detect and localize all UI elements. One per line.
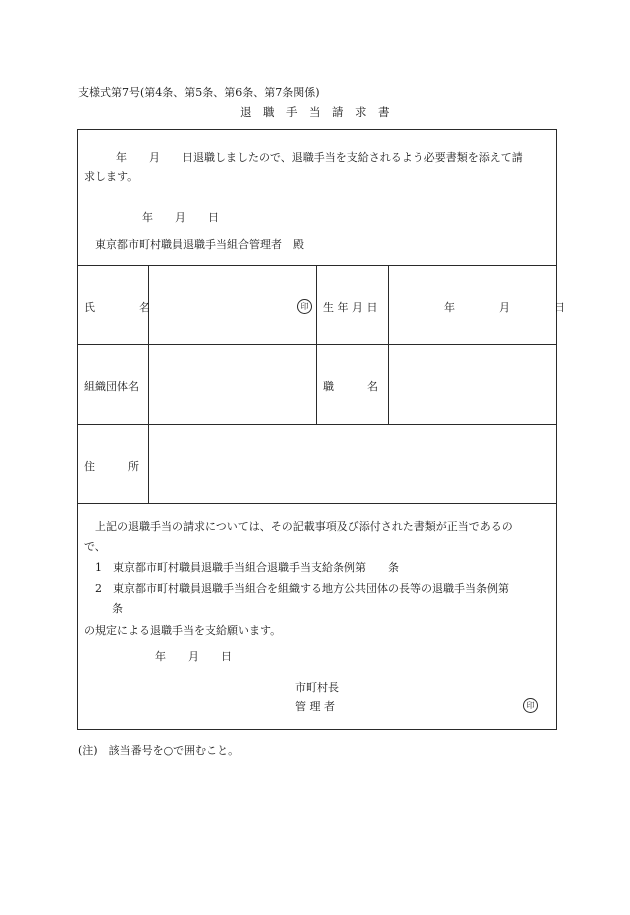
signer-seal-mark-icon: 印 [523,698,538,713]
org-label: 組織団体名 [84,380,139,393]
signer-administrator: 管 理 者 [295,700,335,713]
cert-date: 年 月 日 [155,650,232,663]
cert-line1: 上記の退職手当の請求については、その記載事項及び添付された書類が正当であるの [95,520,513,533]
request-text-line1: 年 月 日退職しましたので、退職手当を支給されるよう必要書類を添えて請 [116,151,523,164]
footnote: (注) 該当番号を○で囲むこと。 [78,744,240,757]
cert-closing: の規定による退職手当を支給願います。 [84,624,282,637]
org-field[interactable] [152,347,314,422]
cert-item-2-cont: 条 [112,602,123,615]
form-reference: 支様式第7号(第4条、第5条、第6条、第7条関係) [78,86,320,99]
signer-mayor: 市町村長 [295,681,339,694]
post-field[interactable] [392,347,554,422]
form-title: 退 職 手 当 請 求 書 [240,105,390,119]
address-label: 住 所 [84,460,139,473]
birth-date-label: 生 年 月 日 [323,301,378,314]
request-text-line2: 求します。 [84,170,139,183]
name-field[interactable] [152,268,314,342]
birth-date-value: 年 月 日 [444,301,565,314]
cert-item-1: 1 東京都市町村職員退職手当組合退職手当支給条例第 条 [95,561,399,574]
request-date: 年 月 日 [142,211,219,224]
post-label: 職 名 [323,380,378,393]
address-field[interactable] [152,427,554,501]
cert-line2: で、 [84,540,106,553]
addressee: 東京都市町村職員退職手当組合管理者 殿 [95,238,304,251]
name-label: 氏 名 [84,301,150,314]
seal-mark-icon: 印 [297,299,312,314]
cert-item-2: 2 東京都市町村職員退職手当組合を組織する地方公共団体の長等の退職手当条例第 [95,582,509,595]
